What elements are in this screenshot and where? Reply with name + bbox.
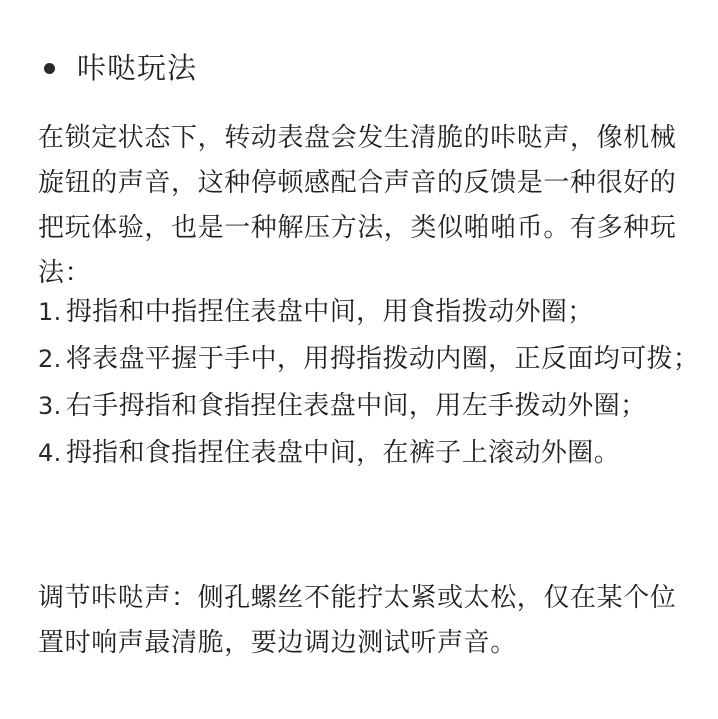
section-heading-text: 咔哒玩法 — [77, 51, 198, 85]
section-heading — [44, 46, 197, 90]
step-text: 拇指和中指捏住表盘中间，用食指拨动外圈； — [65, 297, 594, 327]
steps-list — [38, 290, 708, 478]
list-item — [38, 384, 708, 429]
tuning-paragraph: 调节咔哒声：侧孔螺丝不能拧太紧或太松，仅在某个位置时响声最清脆，要边调边测试听声音。 — [38, 583, 677, 658]
step-number: 3. — [38, 392, 62, 420]
intro-paragraph: 在锁定状态下，转动表盘会发生清脆的咔哒声，像机械旋钮的声音，这种停顿感配合声音的反馈是一种很好的把玩体验，也是一种解压方法，类似啪啪币。有多种玩法： — [38, 123, 677, 288]
list-item — [38, 431, 708, 476]
step-text: 右手拇指和食指捏住表盘中间，用左手拨动外圈； — [65, 391, 647, 421]
list-item — [38, 337, 708, 382]
step-number: 1. — [38, 298, 62, 326]
step-text: 拇指和食指捏住表盘中间，在裤子上滚动外圈。 — [65, 438, 621, 468]
step-number: 4. — [38, 439, 62, 467]
step-text: 将表盘平握于手中，用拇指拨动内圈，正反面均可拨； — [65, 344, 700, 374]
step-number: 2. — [38, 345, 62, 373]
list-item — [38, 290, 708, 335]
bullet-dot-icon — [44, 63, 55, 74]
